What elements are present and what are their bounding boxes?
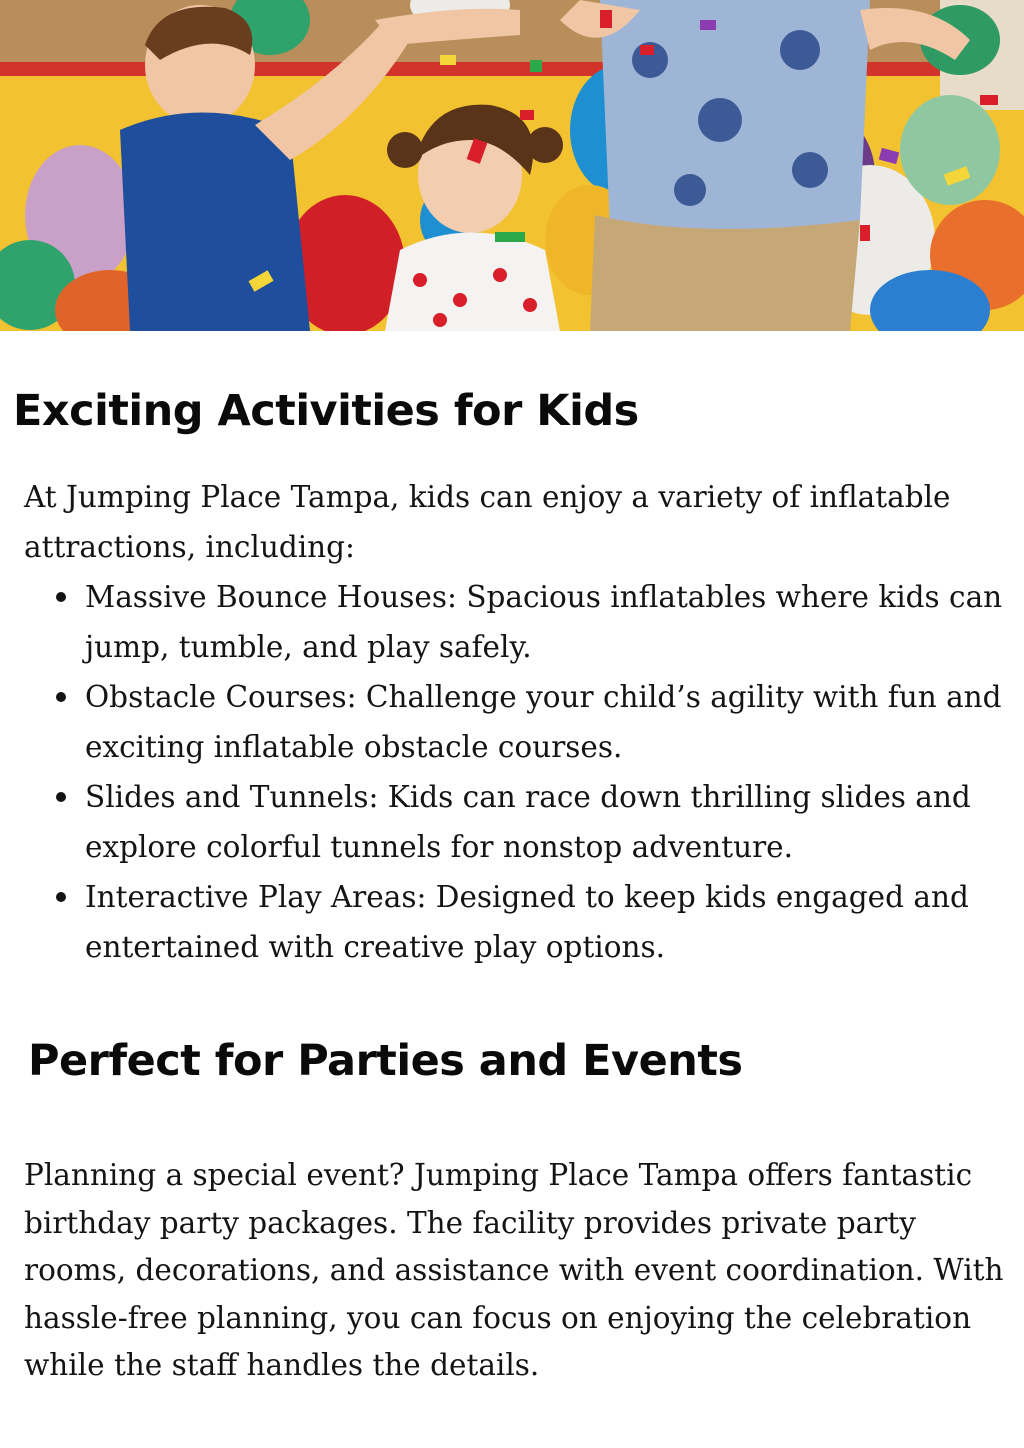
list-item-text: Massive Bounce Houses: Spacious inflatables where kids can jump, tumble, and play safely.: [85, 580, 1003, 664]
list-item: [24, 772, 1004, 872]
list-item-text: Slides and Tunnels: Kids can race down thrilling slides and explore colorful tunnels for nonstop adventure.: [85, 780, 971, 864]
list-item: [24, 872, 1004, 972]
bullet-icon: [56, 692, 66, 702]
parties-body: Planning a special event? Jumping Place Tampa offers fantastic birthday party packages. The facility provides private party rooms, decorations, and assistance with event coordination. With hassle-free planning, you can focus on enjoying the celebration while the staff handles the details.: [24, 1158, 1004, 1382]
parties-heading: Perfect for Parties and Events: [28, 1036, 743, 1086]
activities-heading: Exciting Activities for Kids: [13, 386, 639, 436]
hero-photo: [0, 0, 1024, 331]
kids-balloon-party-illustration: [0, 0, 1024, 331]
list-item-text: Obstacle Courses: Challenge your child’s agility with fun and exciting inflatable obstacle courses.: [85, 680, 1002, 764]
bullet-icon: [56, 792, 66, 802]
activities-intro: At Jumping Place Tampa, kids can enjoy a variety of inflatable attractions, including:: [24, 480, 951, 564]
bullet-icon: [56, 892, 66, 902]
list-item: [24, 572, 1004, 672]
list-item-text: Interactive Play Areas: Designed to keep kids engaged and entertained with creative play options.: [85, 880, 969, 964]
activities-list: [24, 572, 1004, 972]
bullet-icon: [56, 592, 66, 602]
list-item: [24, 672, 1004, 772]
